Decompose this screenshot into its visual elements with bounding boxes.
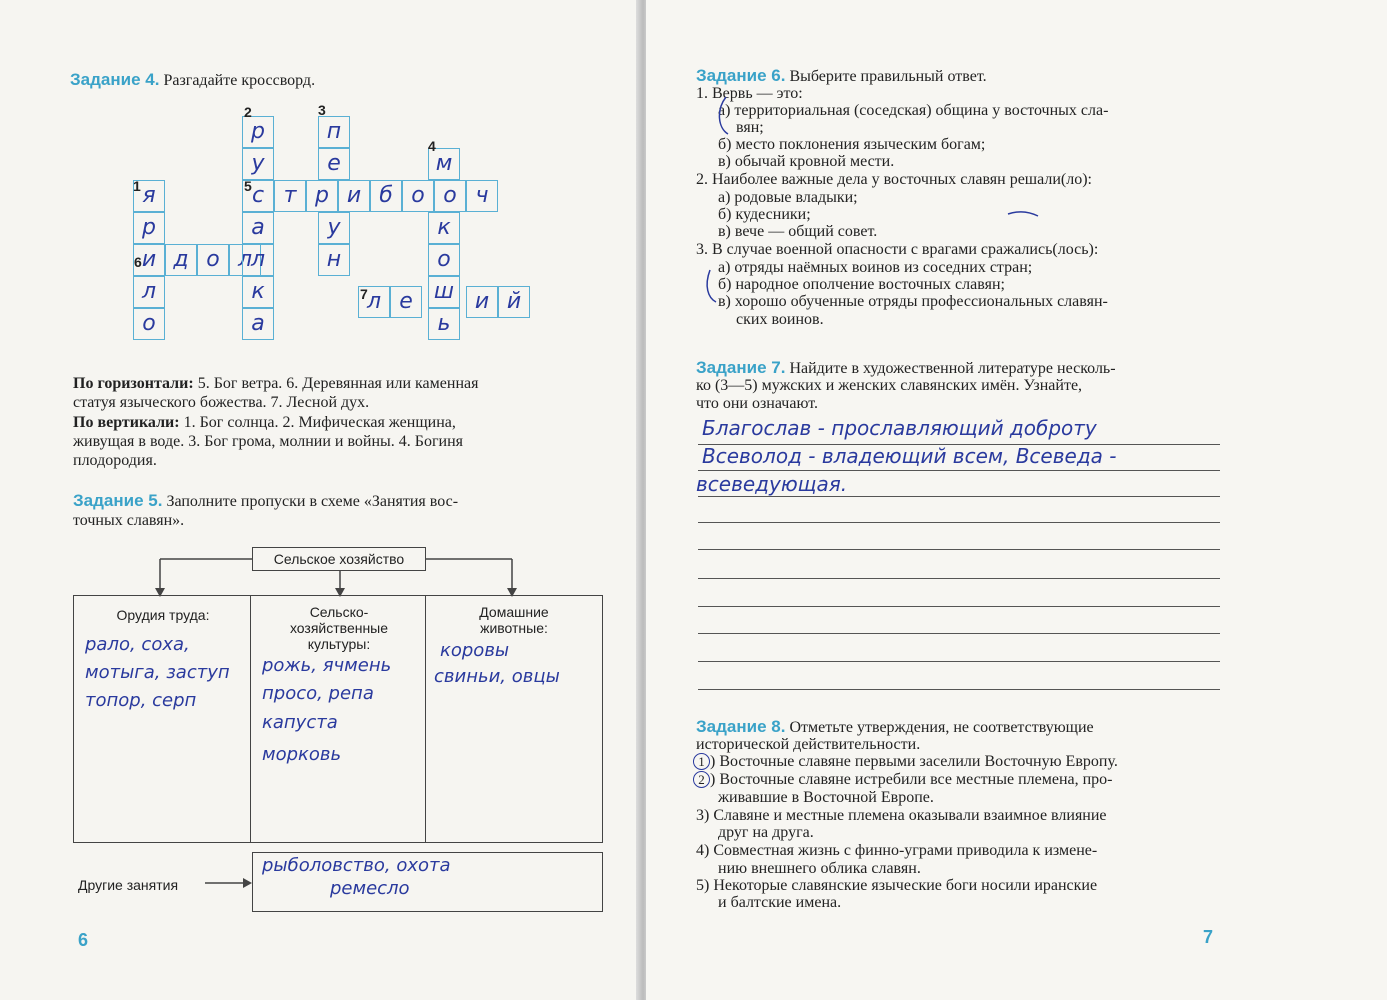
- task6-q1-option-c[interactable]: в) обычай кровной мести.: [718, 153, 895, 170]
- tools-answer[interactable]: рало, соха,: [85, 634, 190, 655]
- crossword-cell[interactable]: ь: [428, 308, 460, 340]
- horizontal-clue-text: 5. Бог ветра. 6. Деревянная или каменная: [197, 375, 479, 392]
- writing-line: [698, 606, 1220, 607]
- crossword-cell[interactable]: я: [133, 180, 165, 212]
- task8-text-line2: исторической действительности.: [696, 736, 921, 753]
- crossword-cell[interactable]: л: [242, 244, 274, 276]
- task8-text: Отметьте утверждения, не соответствующие: [789, 719, 1094, 736]
- tools-header: Орудия труда:: [116, 607, 210, 623]
- crops-header: [251, 604, 427, 652]
- crossword-cell[interactable]: б: [370, 180, 402, 212]
- task8-heading: [696, 718, 1094, 737]
- task8-statement-2[interactable]: 2 ) Восточные славяне истребили все местные племена, про-: [696, 771, 1113, 789]
- clue-number: 1: [133, 178, 141, 194]
- crossword-cell[interactable]: п: [318, 116, 350, 148]
- crops-answer[interactable]: просо, репа: [262, 683, 374, 704]
- task6-q3-option-a[interactable]: а) отряды наёмных воинов из соседних стран;: [718, 259, 1033, 276]
- crossword-cell[interactable]: и: [338, 180, 370, 212]
- writing-line: [698, 689, 1220, 690]
- task8-statement-4[interactable]: 4) Совместная жизнь с финно-уграми приводила к измене-: [696, 842, 1098, 859]
- task6-q3-option-c[interactable]: в) хорошо обученные отряды профессиональных славян-: [718, 293, 1108, 310]
- task7-heading: [696, 359, 1116, 378]
- tools-answer[interactable]: топор, серп: [85, 690, 197, 711]
- task6-q2-option-a[interactable]: а) родовые владыки;: [718, 189, 858, 206]
- task6-q3-option-c-cont: ских воинов.: [736, 311, 824, 328]
- clue-number: 5: [244, 178, 252, 194]
- task8-statement-3[interactable]: 3) Славяне и местные племена оказывали взаимное влияние: [696, 807, 1107, 824]
- task8-title: Задание 8.: [696, 717, 786, 736]
- crossword-cell[interactable]: к: [428, 212, 460, 244]
- task6-text: Выберите правильный ответ.: [789, 68, 987, 85]
- animals-header: [426, 604, 602, 636]
- writing-line: [698, 470, 1220, 471]
- selected-mark[interactable]: 1: [693, 753, 710, 770]
- crops-header-3: культуры:: [307, 636, 371, 652]
- clue-number: 2: [244, 104, 252, 120]
- writing-line: [698, 549, 1220, 550]
- vertical-clue-text: 1. Бог солнца. 2. Мифическая женщина,: [183, 414, 456, 431]
- vertical-label: По вертикали:: [73, 414, 180, 431]
- crossword-cell[interactable]: д: [165, 244, 197, 276]
- crossword-cell[interactable]: у: [242, 148, 274, 180]
- clue-number: 3: [318, 102, 326, 118]
- task6-q2: 2. Наиболее важные дела у восточных славян решали(ло):: [696, 171, 1092, 188]
- animals-answer[interactable]: коровы: [440, 640, 510, 661]
- crops-header-2: хозяйственные: [289, 620, 389, 636]
- task6-q1-option-a-cont: вян;: [736, 119, 764, 136]
- crossword-cell[interactable]: ш: [428, 276, 460, 308]
- crossword-cell[interactable]: и: [466, 286, 498, 318]
- answer-marks: [646, 0, 1387, 400]
- crossword-cell[interactable]: е: [390, 286, 422, 318]
- task6-q1: 1. Вервь — это:: [696, 85, 803, 102]
- crossword-cell[interactable]: о: [133, 308, 165, 340]
- task6-q3-option-b[interactable]: б) народное ополчение восточных славян;: [718, 276, 1005, 293]
- animals-header-2: животные:: [480, 620, 548, 636]
- crossword-cell[interactable]: о: [402, 180, 434, 212]
- task7-text-line3: что они означают.: [696, 395, 818, 412]
- writing-line: [698, 522, 1220, 523]
- task4-text: Разгадайте кроссворд.: [163, 72, 316, 89]
- crossword-cell[interactable]: т: [274, 180, 306, 212]
- task7-text-line2: ко (3—5) мужских и женских славянских имён. Узнайте,: [696, 377, 1083, 394]
- task8-statement-2-cont: живавшие в Восточной Европе.: [718, 789, 934, 806]
- crossword-cell[interactable]: о: [197, 244, 229, 276]
- crossword-cell[interactable]: р: [306, 180, 338, 212]
- tools-answer[interactable]: мотыга, заступ: [85, 662, 230, 683]
- animals-header-1: Домашние: [479, 604, 549, 620]
- horizontal-clue-line2: статуя языческого божества. 7. Лесной дух.: [73, 394, 370, 411]
- horizontal-label: По горизонтали:: [73, 375, 194, 392]
- page-number-left: 6: [78, 930, 89, 950]
- other-activities-answer[interactable]: ремесло: [330, 878, 410, 899]
- agriculture-label: Сельское хозяйство: [273, 551, 405, 567]
- task8-statement-1[interactable]: 1 ) Восточные славяне первыми заселили Восточную Европу.: [696, 753, 1118, 771]
- crossword-cell[interactable]: е: [318, 148, 350, 180]
- task6-q1-option-a[interactable]: а) территориальная (соседская) община у восточных сла-: [718, 102, 1109, 119]
- scheme-arrows: [0, 0, 640, 1000]
- clue-number: 7: [360, 286, 368, 302]
- task6-title: Задание 6.: [696, 66, 786, 85]
- task5-text-line2: точных славян».: [73, 512, 185, 529]
- right-page: [646, 0, 1387, 1000]
- vertical-clue-line2: живущая в воде. 3. Бог грома, молнии и войны. 4. Богиня: [73, 433, 464, 450]
- task6-q2-option-b[interactable]: б) кудесники;: [718, 206, 811, 223]
- crossword-cell[interactable]: й: [498, 286, 530, 318]
- crops-answer[interactable]: морковь: [262, 744, 342, 765]
- task7-text: Найдите в художественной литературе несколь-: [789, 360, 1116, 377]
- page-number-right: 7: [1203, 927, 1214, 947]
- writing-line: [698, 578, 1220, 579]
- other-activities-label: Другие занятия: [78, 877, 179, 893]
- crossword-cell[interactable]: м: [428, 148, 460, 180]
- writing-line: [698, 661, 1220, 662]
- crops-header-1: Сельско-: [309, 604, 369, 620]
- task6-q2-option-c[interactable]: в) вече — общий совет.: [718, 223, 878, 240]
- task7-answer[interactable]: всеведующая.: [696, 472, 848, 496]
- crossword-cell[interactable]: о: [434, 180, 466, 212]
- crossword-cell[interactable]: с: [242, 180, 274, 212]
- vertical-clue-line3: плодородия.: [73, 452, 157, 469]
- crossword-cell[interactable]: о: [428, 244, 460, 276]
- task4-title: Задание 4.: [70, 70, 160, 89]
- crossword-cell[interactable]: к: [242, 276, 274, 308]
- task8-statement-5[interactable]: 5) Некоторые славянские языческие боги носили иранские: [696, 877, 1098, 894]
- crossword-cell[interactable]: у: [318, 212, 350, 244]
- crossword-cell[interactable]: л: [229, 244, 261, 276]
- clue-number: 6: [134, 254, 142, 270]
- other-activities-answer[interactable]: рыболовство, охота: [262, 855, 451, 876]
- statement-text: Восточные славяне первыми заселили Восточную Европу.: [719, 753, 1118, 770]
- crossword-cell[interactable]: и: [133, 244, 165, 276]
- crossword-cell[interactable]: л: [133, 276, 165, 308]
- clue-number: 4: [428, 138, 436, 154]
- crops-answer[interactable]: рожь, ячмень: [262, 655, 392, 676]
- task8-statement-3-cont: друг на друга.: [718, 824, 814, 841]
- animals-answer[interactable]: свиньи, овцы: [434, 666, 560, 687]
- crops-answer[interactable]: капуста: [262, 712, 338, 733]
- task6-q3: 3. В случае военной опасности с врагами сражались(лось):: [696, 241, 1099, 258]
- task6-q1-option-b[interactable]: б) место поклонения языческим богам;: [718, 136, 986, 153]
- writing-line: [698, 496, 1220, 497]
- task5-title: Задание 5.: [73, 491, 163, 510]
- crossword-cell[interactable]: а: [242, 212, 274, 244]
- task7-title: Задание 7.: [696, 358, 786, 377]
- crossword-cell[interactable]: а: [242, 308, 274, 340]
- task7-answer[interactable]: Всеволод - владеющий всем, Всеведа -: [702, 444, 1117, 468]
- task5-text: Заполните пропуски в схеме «Занятия вос-: [166, 493, 459, 510]
- crossword-cell[interactable]: н: [318, 244, 350, 276]
- task8-statement-5-cont: и балтские имена.: [718, 894, 842, 911]
- task7-answer[interactable]: Благослав - прославляющий доброту: [702, 416, 1097, 440]
- crossword-cell[interactable]: р: [133, 212, 165, 244]
- crossword-cell[interactable]: л: [358, 286, 390, 318]
- statement-text: Восточные славяне истребили все местные племена, про-: [719, 771, 1113, 788]
- crossword-cell[interactable]: ч: [466, 180, 498, 212]
- left-page: [0, 0, 640, 1000]
- task8-statement-4-cont: нию внешнего облика славян.: [718, 860, 921, 877]
- writing-line: [698, 633, 1220, 634]
- selected-mark[interactable]: 2: [693, 771, 710, 788]
- crossword-cell[interactable]: р: [242, 116, 274, 148]
